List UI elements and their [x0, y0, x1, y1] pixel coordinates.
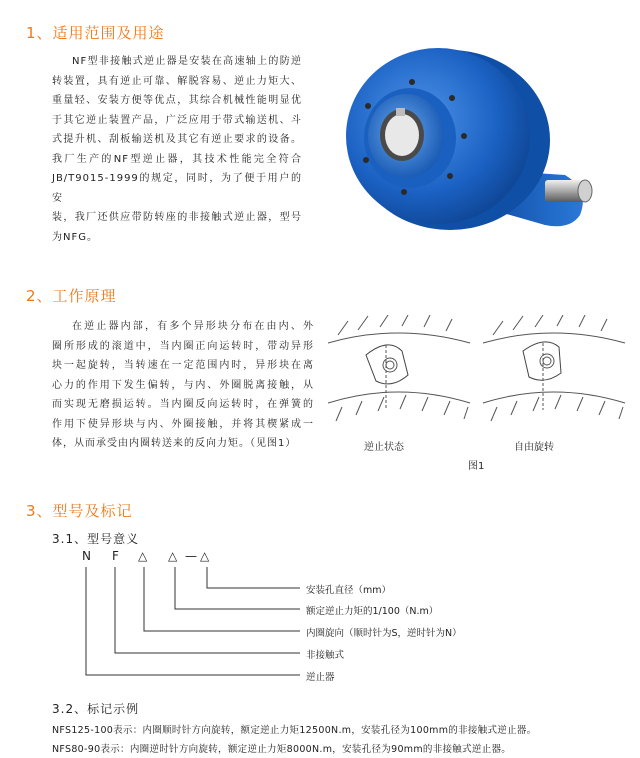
label-backstop: 逆止器: [306, 672, 335, 683]
section-3-title: 3、型号及标记: [26, 502, 133, 520]
section-1-title: 1、适用范围及用途: [26, 24, 165, 42]
code-triangle-2: △: [168, 549, 178, 563]
code-triangle-1: △: [138, 549, 148, 563]
subsection-3-2-title: 3.2、标记示例: [52, 702, 140, 716]
example-2: NFS80-90表示：内圈逆时针方向旋转，额定逆止力矩8000N.m，安装孔径为90mm的非接触式逆止器。: [52, 744, 512, 755]
label-rated-torque: 额定逆止力矩的1/100（N.m）: [306, 606, 439, 617]
code-char-n: N: [82, 549, 91, 563]
section-1-paragraph: NF型非接触式逆止器是安装在高速轴上的防逆 转装置，具有逆止可靠、解脱容易、逆止力矩大、 重量轻、安装方便等优点，其综合机械性能明显优 于其它逆止装置产品，广泛应用于带式输送机、斗 式提升机、刮板输送机及其它有逆止要求的设备。 我厂生产的NF型逆止器，其技术性能完全符合 JB/T9015-1999的规定，同时，为了便于用户的安 装，我厂还供应带防转座的非接触式逆止器，型号 为NFG。: [52, 56, 302, 243]
caption-locked: 逆止状态: [364, 442, 404, 453]
code-char-f: F: [112, 549, 119, 563]
code-triangle-3: △: [200, 549, 210, 563]
caption-free-rotation: 自由旋转: [514, 442, 554, 453]
label-rotation-direction: 内圈旋向（顺时针为S，逆时针为N）: [306, 628, 462, 639]
section-2-paragraph: 在逆止器内部，有多个异形块分布在由内、外 圈所形成的滚道中，当内圈正向运转时，带动异形 块一起旋转，当转速在一定范围内时，异形块在离 心力的作用下发生偏转，与内、外圈脱离接触，从 而实现无磨损运转。当内圈反向运转时，在弹簧的 作用下使异形块与内、外圈接触，并将其楔紧成一 体，从而承受由内圈转送来的反向力矩。（见图1）: [52, 321, 314, 449]
section-2-title: 2、工作原理: [26, 287, 117, 305]
label-bore-diameter: 安装孔直径（mm）: [306, 585, 392, 596]
code-dash: —: [185, 549, 197, 563]
subsection-3-1-title: 3.1、型号意义: [52, 532, 140, 546]
label-non-contact: 非接触式: [306, 650, 345, 661]
example-1: NFS125-100表示：内圈顺时针方向旋转，额定逆止力矩12500N.m，安装孔径为100mm的非接触式逆止器。: [52, 725, 537, 736]
figure-label: 图1: [468, 461, 485, 472]
